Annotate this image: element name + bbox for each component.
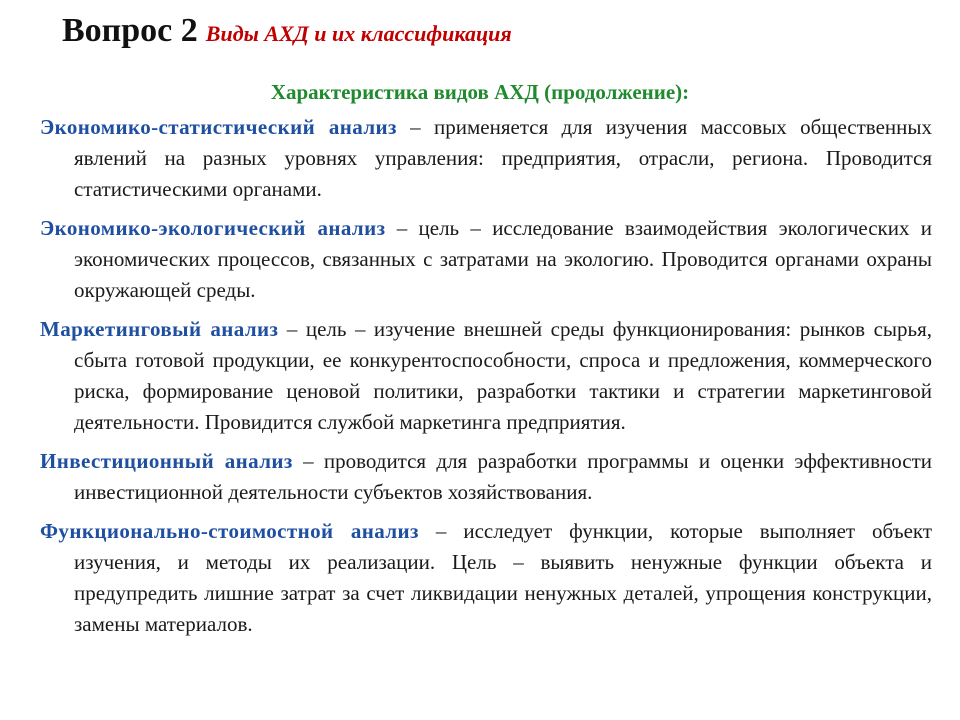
definition-text: – проводится для разработки программы и оценки эффективности инвестиционной деятельности субъектов хозяйствования.	[74, 449, 932, 504]
definition-text: – цель – изучение внешней среды функционирования: рынков сырья, сбыта готовой продукции, ее конкурентоспособности, спроса и предложения, коммерческого риска, формирование ценовой политики, разработки тактики и стратегии маркетинговой деятельности. Провидится службой маркетинга предприятия.	[74, 317, 933, 434]
definition-term: Инвестиционный анализ	[40, 449, 293, 473]
definition-item	[40, 516, 932, 640]
definition-term: Экономико-экологический анализ	[40, 216, 386, 240]
definition-term: Экономико-статистический анализ	[40, 115, 397, 139]
topic-title: Виды АХД и их классификация	[205, 21, 512, 46]
definition-item	[40, 112, 932, 205]
definition-term: Функционально-стоимостной анализ	[40, 519, 419, 543]
question-number: Вопрос 2	[62, 12, 198, 49]
definition-term: Маркетинговый анализ	[40, 317, 279, 341]
slide-title	[62, 12, 512, 50]
definitions-list	[40, 112, 932, 648]
definition-item	[40, 213, 932, 306]
definition-item	[40, 314, 932, 438]
definition-text: – исследует функции, которые выполняет объект изучения, и методы их реализации. Цель – выявить ненужные функции объекта и предупредить лишние затрат за счет ликвидации ненужных деталей, упрощения конструкции, замены материалов.	[74, 519, 932, 636]
definition-text: – применяется для изучения массовых общественных явлений на разных уровнях управления: предприятия, отрасли, региона. Проводится статистическими органами.	[74, 115, 932, 201]
definition-text: – цель – исследование взаимодействия экологических и экономических процессов, связанных с затратами на экологию. Проводится органами охраны окружающей среды.	[74, 216, 932, 302]
definition-item	[40, 446, 932, 508]
section-subtitle: Характеристика видов АХД (продолжение):	[270, 80, 690, 104]
